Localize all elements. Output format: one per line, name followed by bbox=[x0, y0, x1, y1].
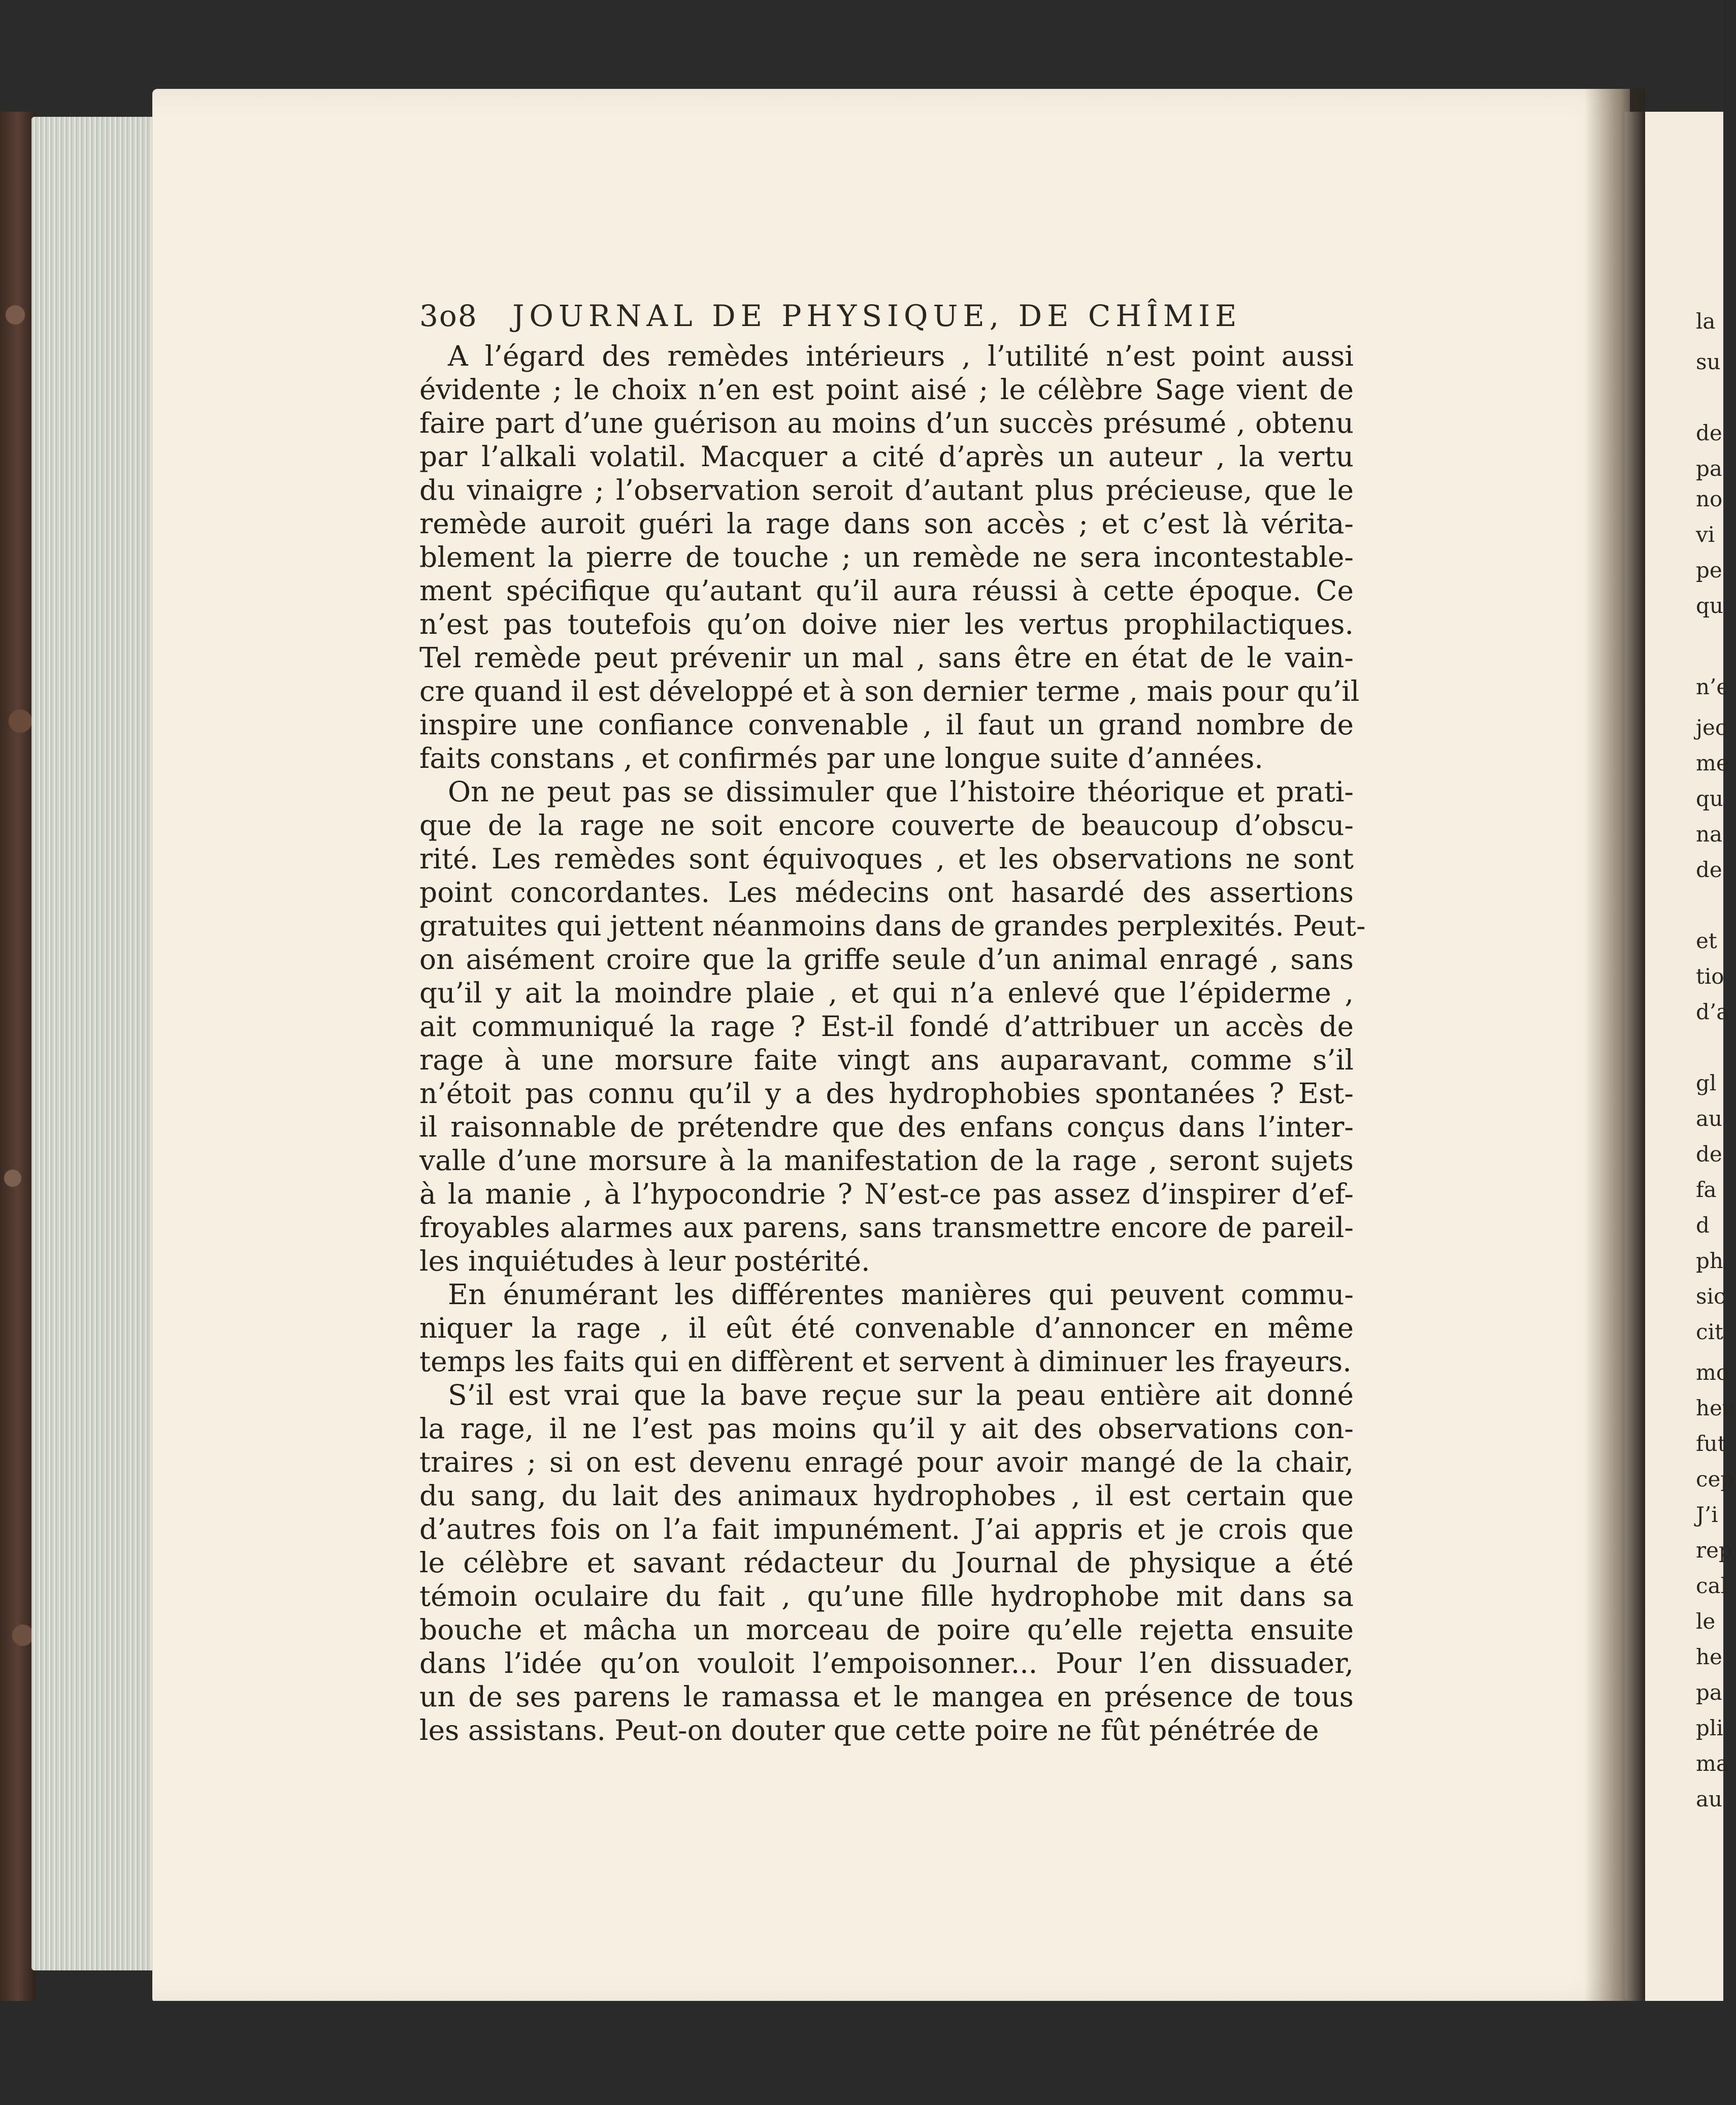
facing-page-fragment: la bbox=[1696, 309, 1716, 334]
facing-page-fragment: d bbox=[1696, 1213, 1710, 1238]
facing-page-fragment: cep bbox=[1696, 1467, 1734, 1492]
background-bottom bbox=[0, 2001, 1723, 2105]
text-line: blement la pierre de touche ; un remède ne sera incontestable- bbox=[419, 541, 1354, 573]
text-line: rité. Les remèdes sont équivoques , et les observations ne sont bbox=[419, 843, 1354, 875]
facing-page-fragment: de bbox=[1696, 1142, 1722, 1167]
text-line: S’il est vrai que la bave reçue sur la peau entière ait donné bbox=[448, 1379, 1354, 1411]
running-title: JOURNAL DE PHYSIQUE, DE CHÎMIE bbox=[512, 299, 1242, 333]
facing-page-fragment: ma bbox=[1696, 1751, 1729, 1776]
facing-page-fragment: fa bbox=[1696, 1177, 1717, 1202]
facing-page-fragment: sic bbox=[1696, 1284, 1726, 1309]
facing-page-text bbox=[1696, 305, 1736, 1854]
text-line: cre quand il est développé et à son dernier terme , mais pour qu’il bbox=[419, 675, 1360, 707]
text-line: inspire une confiance convenable , il faut un grand nombre de bbox=[419, 708, 1354, 741]
text-line: traires ; si on est devenu enragé pour avoir mangé de la chair, bbox=[419, 1446, 1354, 1478]
text-line: ment spécifique qu’autant qu’il aura réussi à cette époque. Ce bbox=[419, 574, 1354, 607]
facing-page-fragment: cit bbox=[1696, 1319, 1723, 1344]
facing-page-fragment: fut bbox=[1696, 1431, 1726, 1456]
text-line: on aisément croire que la griffe seule d’un animal enragé , sans bbox=[419, 943, 1354, 976]
facing-page-fragment: de bbox=[1696, 420, 1722, 445]
page-number: 3o8 bbox=[419, 299, 478, 333]
facing-page-fragment: pli bbox=[1696, 1715, 1723, 1740]
text-line: par l’alkali volatil. Macquer a cité d’après un auteur , la vertu bbox=[419, 440, 1354, 473]
text-line: dans l’idée qu’on vouloit l’empoisonner... Pour l’en dissuader, bbox=[419, 1647, 1354, 1679]
text-line: du sang, du lait des animaux hydrophobes , il est certain que bbox=[419, 1479, 1354, 1512]
text-line: temps les faits qui en diffèrent et servent à diminuer les frayeurs. bbox=[419, 1345, 1352, 1378]
marbled-binding bbox=[0, 112, 36, 2092]
facing-page-fragment: pa bbox=[1696, 1680, 1722, 1705]
facing-page-fragment: n’e bbox=[1696, 674, 1729, 699]
facing-page-fragment: cal bbox=[1696, 1573, 1727, 1598]
text-line: que de la rage ne soit encore couverte de beaucoup d’obscu- bbox=[419, 809, 1354, 841]
facing-page-fragment: me bbox=[1696, 751, 1729, 775]
facing-page-fragment: tio bbox=[1696, 964, 1724, 989]
text-line: évidente ; le choix n’en est point aisé ; le célèbre Sage vient de bbox=[419, 373, 1354, 406]
facing-page-fragment: jec bbox=[1696, 715, 1727, 740]
text-line: les assistans. Peut-on douter que cette poire ne fût pénétrée de bbox=[419, 1714, 1319, 1746]
text-line: Tel remède peut prévenir un mal , sans être en état de le vain- bbox=[419, 641, 1354, 674]
text-line: qu’il y ait la moindre plaie , et qui n’a enlevé que l’épiderme , bbox=[419, 977, 1354, 1009]
text-line: ait communiqué la rage ? Est-il fondé d’attribuer un accès de bbox=[419, 1010, 1354, 1043]
text-line: point concordantes. Les médecins ont hasardé des assertions bbox=[419, 876, 1354, 909]
facing-page-fragment: de bbox=[1696, 857, 1722, 882]
text-line: la rage, il ne l’est pas moins qu’il y ait des observations con- bbox=[419, 1412, 1354, 1445]
text-line: à la manie , à l’hypocondrie ? N’est-ce pas assez d’inspirer d’ef- bbox=[419, 1178, 1354, 1210]
facing-page-fragment: mo bbox=[1696, 1360, 1729, 1385]
facing-page-fragment: vi bbox=[1696, 522, 1715, 547]
text-line: les inquiétudes à leur postérité. bbox=[419, 1245, 870, 1277]
text-line: niquer la rage , il eût été convenable d’annoncer en même bbox=[419, 1312, 1354, 1344]
text-line: il raisonnable de prétendre que des enfans conçus dans l’inter- bbox=[419, 1111, 1354, 1143]
facing-page-fragment: gl bbox=[1696, 1071, 1717, 1095]
facing-page-fragment: na bbox=[1696, 822, 1723, 847]
text-line: valle d’une morsure à la manifestation de la rage , seront sujets bbox=[419, 1144, 1354, 1177]
text-line: faits constans , et confirmés par une longue suite d’années. bbox=[419, 742, 1263, 774]
text-line: d’autres fois on l’a fait impunément. J’ai appris et je crois que bbox=[419, 1513, 1354, 1545]
text-line: On ne peut pas se dissimuler que l’histoire théorique et prati- bbox=[448, 775, 1354, 808]
book-gutter bbox=[1584, 89, 1645, 2003]
facing-page-fragment: le bbox=[1696, 1609, 1716, 1634]
facing-page-fragment: J’i bbox=[1696, 1502, 1718, 1527]
text-line: bouche et mâcha un morceau de poire qu’elle rejetta ensuite bbox=[419, 1613, 1354, 1646]
text-line: froyables alarmes aux parens, sans transmettre encore de pareil- bbox=[419, 1211, 1354, 1244]
facing-page-fragment: pa bbox=[1696, 456, 1722, 481]
text-line: du vinaigre ; l’observation seroit d’autant plus précieuse, que le bbox=[419, 474, 1354, 506]
text-line: A l’égard des remèdes intérieurs , l’utilité n’est point aussi bbox=[448, 340, 1354, 372]
text-line: faire part d’une guérison au moins d’un succès présumé , obtenu bbox=[419, 407, 1354, 439]
facing-page-fragment: rep bbox=[1696, 1538, 1732, 1563]
body-text bbox=[419, 339, 1366, 1747]
facing-page-fragment: no bbox=[1696, 487, 1723, 511]
facing-page-fragment: heu bbox=[1696, 1396, 1736, 1420]
facing-page-fragment: au bbox=[1696, 1787, 1723, 1811]
text-line: gratuites qui jettent néanmoins dans de grandes perplexités. Peut- bbox=[419, 910, 1366, 942]
text-line: le célèbre et savant rédacteur du Journal de physique a été bbox=[419, 1546, 1354, 1579]
running-header bbox=[419, 299, 1278, 344]
facing-page-fragment: pe bbox=[1696, 558, 1722, 582]
text-line: En énumérant les différentes manières qui peuvent commu- bbox=[448, 1278, 1354, 1311]
facing-page-fragment: d’a bbox=[1696, 999, 1729, 1024]
text-line: remède auroit guéri la rage dans son accès ; et c’est là vérita- bbox=[419, 507, 1354, 540]
facing-page-fragment: su bbox=[1696, 349, 1721, 374]
text-line: témoin oculaire du fait , qu’une fille hydrophobe mit dans sa bbox=[419, 1580, 1354, 1612]
facing-page-fragment: qu bbox=[1696, 786, 1723, 811]
text-line: n’est pas toutefois qu’on doive nier les vertus prophilactiques. bbox=[419, 608, 1354, 640]
text-line: rage à une morsure faite vingt ans auparavant, comme s’il bbox=[419, 1044, 1354, 1076]
facing-page-fragment: au bbox=[1696, 1106, 1723, 1131]
text-line: un de ses parens le ramassa et le mangea en présence de tous bbox=[419, 1680, 1354, 1713]
page-edges bbox=[31, 117, 163, 1970]
facing-page-fragment: qu bbox=[1696, 593, 1723, 618]
facing-page-fragment: et bbox=[1696, 928, 1717, 953]
facing-page-fragment: ph bbox=[1696, 1248, 1723, 1273]
text-line: n’étoit pas connu qu’il y a des hydrophobies spontanées ? Est- bbox=[419, 1077, 1354, 1110]
facing-page-fragment: he bbox=[1696, 1644, 1722, 1669]
